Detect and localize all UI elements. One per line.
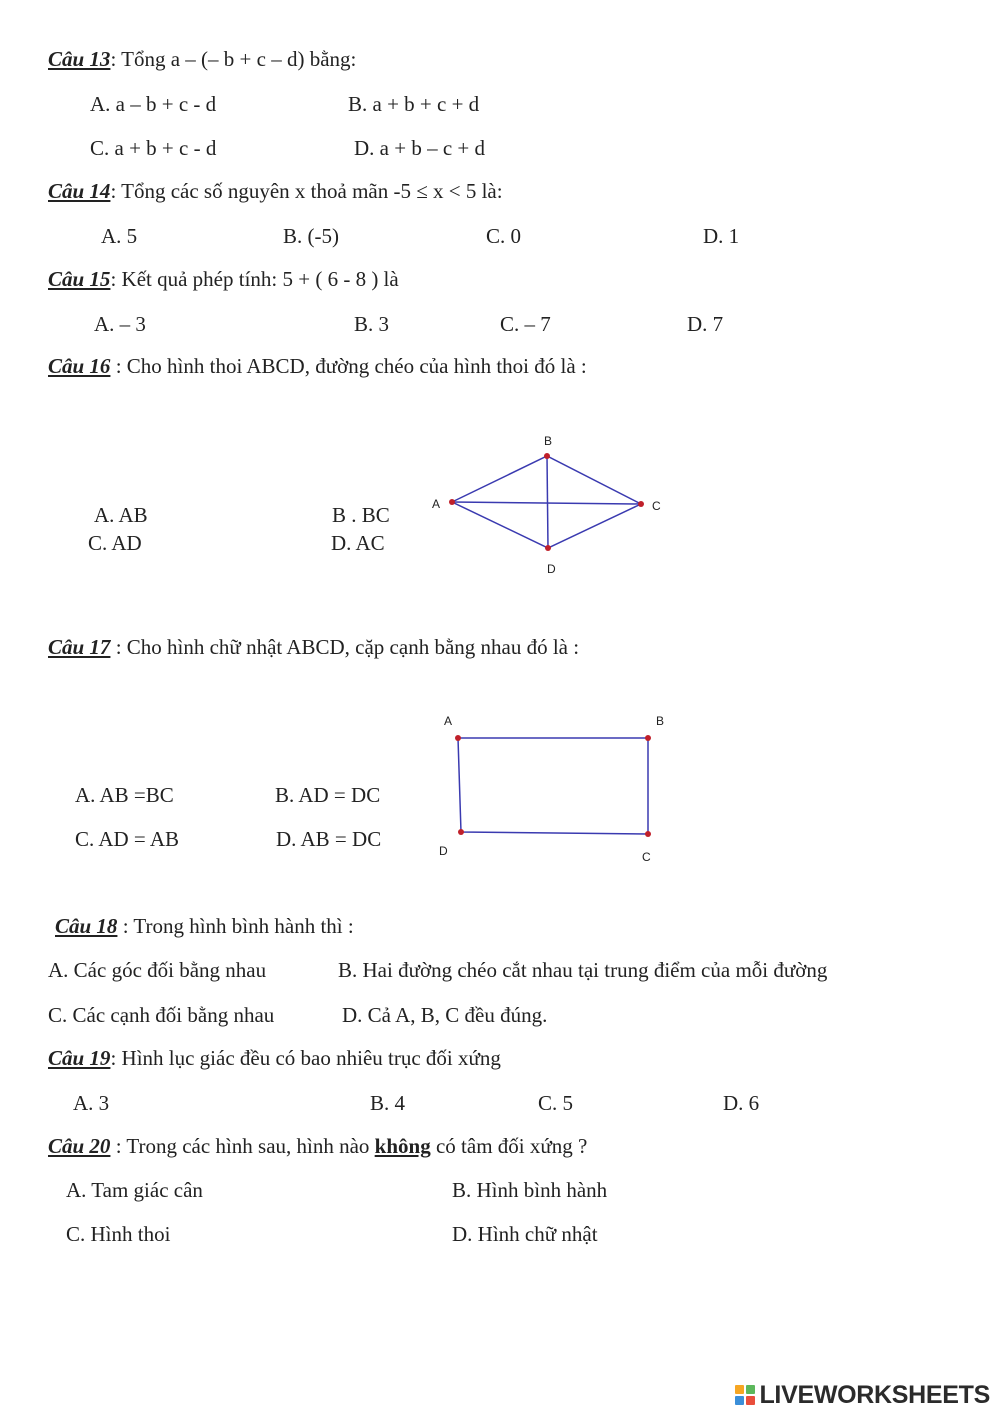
- question-text: : Cho hình thoi ABCD, đường chéo của hình thoi đó là :: [110, 354, 587, 378]
- question-number: Câu 15: [48, 267, 111, 291]
- vertex-label-d: D: [547, 562, 556, 576]
- logo-square-1: [735, 1385, 744, 1394]
- logo-square-4: [746, 1396, 755, 1405]
- question-14: [48, 181, 503, 202]
- rhombus-figure: [449, 453, 644, 551]
- answer-d[interactable]: D. 1: [703, 224, 740, 248]
- answer-b[interactable]: B . BC: [332, 503, 390, 527]
- question-number: Câu 17: [48, 635, 111, 659]
- answer-d[interactable]: D. 7: [687, 312, 724, 336]
- answer-b[interactable]: B. 4: [370, 1091, 406, 1115]
- question-15: [48, 269, 399, 290]
- question-number: Câu 19: [48, 1046, 111, 1070]
- answer-a[interactable]: A. – 3: [94, 312, 146, 336]
- answer-a[interactable]: A. a – b + c - d: [90, 92, 217, 116]
- question-18: [55, 916, 354, 937]
- question-19: [48, 1048, 501, 1069]
- point-b: [645, 735, 651, 741]
- rectangle-figure: [455, 735, 651, 837]
- question-text: : Trong hình bình hành thì :: [117, 914, 354, 938]
- vertex-label-a: A: [444, 714, 453, 728]
- question-number: Câu 16: [48, 354, 111, 378]
- logo-square-2: [746, 1385, 755, 1394]
- answer-b[interactable]: B. AD = DC: [275, 783, 381, 807]
- answer-a[interactable]: A. 3: [73, 1091, 110, 1115]
- question-text-end: có tâm đối xứng ?: [430, 1134, 588, 1158]
- answer-d[interactable]: D. Hình chữ nhật: [452, 1222, 598, 1246]
- vertex-label-b: B: [544, 434, 553, 448]
- vertex-label-c: C: [642, 850, 651, 864]
- question-13: [48, 49, 356, 70]
- logo-square-3: [735, 1396, 744, 1405]
- answer-c[interactable]: C. Các cạnh đối bằng nhau: [48, 1003, 275, 1027]
- answer-a[interactable]: A. 5: [101, 224, 138, 248]
- vertex-label-b: B: [656, 714, 665, 728]
- answer-c[interactable]: C. 5: [538, 1091, 574, 1115]
- diagonal-ac: [452, 502, 641, 504]
- point-d: [458, 829, 464, 835]
- question-text: : Hình lục giác đều có bao nhiêu trục đối xứng: [110, 1046, 501, 1070]
- answer-a[interactable]: A. Tam giác cân: [66, 1178, 203, 1202]
- vertex-label-d: D: [439, 844, 448, 858]
- answer-d[interactable]: D. AC: [331, 531, 385, 555]
- question-16: [48, 356, 587, 377]
- answer-d[interactable]: D. 6: [723, 1091, 760, 1115]
- answer-b[interactable]: B. Hình bình hành: [452, 1178, 608, 1202]
- answer-c[interactable]: C. AD: [88, 531, 142, 555]
- answer-c[interactable]: C. Hình thoi: [66, 1222, 171, 1246]
- answer-b[interactable]: B. Hai đường chéo cắt nhau tại trung điểm của mỗi đường: [338, 958, 828, 982]
- question-number: Câu 18: [55, 914, 118, 938]
- question-17: [48, 637, 579, 658]
- answer-a[interactable]: A. AB =BC: [75, 783, 174, 807]
- answer-d[interactable]: D. a + b – c + d: [354, 136, 485, 160]
- answer-a[interactable]: A. Các góc đối bằng nhau: [48, 958, 267, 982]
- point-d: [545, 545, 551, 551]
- point-c: [638, 501, 644, 507]
- answer-c[interactable]: C. AD = AB: [75, 827, 180, 851]
- point-a: [449, 499, 455, 505]
- vertex-label-c: C: [652, 499, 661, 513]
- question-text: : Cho hình chữ nhật ABCD, cặp cạnh bằng nhau đó là :: [110, 635, 580, 659]
- answer-a[interactable]: A. AB: [94, 503, 148, 527]
- question-text: : Tổng a – (– b + c – d) bằng:: [110, 47, 357, 71]
- question-text: : Kết quả phép tính: 5 + ( 6 - 8 ) là: [110, 267, 399, 291]
- answer-c[interactable]: C. a + b + c - d: [90, 136, 217, 160]
- answer-d[interactable]: D. Cả A, B, C đều đúng.: [342, 1003, 548, 1027]
- answer-d[interactable]: D. AB = DC: [276, 827, 382, 851]
- question-number: Câu 14: [48, 179, 111, 203]
- answer-c[interactable]: C. – 7: [500, 312, 551, 336]
- answer-b[interactable]: B. (-5): [283, 224, 339, 248]
- vertex-label-a: A: [432, 497, 441, 511]
- answer-b[interactable]: B. a + b + c + d: [348, 92, 480, 116]
- point-b: [544, 453, 550, 459]
- emphasis-word: không: [374, 1134, 431, 1158]
- brand-name: LIVEWORKSHEETS: [759, 1380, 990, 1409]
- point-a: [455, 735, 461, 741]
- answer-b[interactable]: B. 3: [354, 312, 390, 336]
- answer-c[interactable]: C. 0: [486, 224, 522, 248]
- point-c: [645, 831, 651, 837]
- liveworksheets-logo[interactable]: [735, 1380, 990, 1410]
- logo-grid-icon: [735, 1385, 755, 1405]
- question-text: : Tổng các số nguyên x thoả mãn -5 ≤ x < 5 là:: [110, 179, 503, 203]
- question-number: Câu 20: [48, 1134, 111, 1158]
- question-text: : Trong các hình sau, hình nào: [110, 1134, 375, 1158]
- question-number: Câu 13: [48, 47, 111, 71]
- question-20: [48, 1136, 587, 1157]
- diagonal-bd: [547, 456, 548, 548]
